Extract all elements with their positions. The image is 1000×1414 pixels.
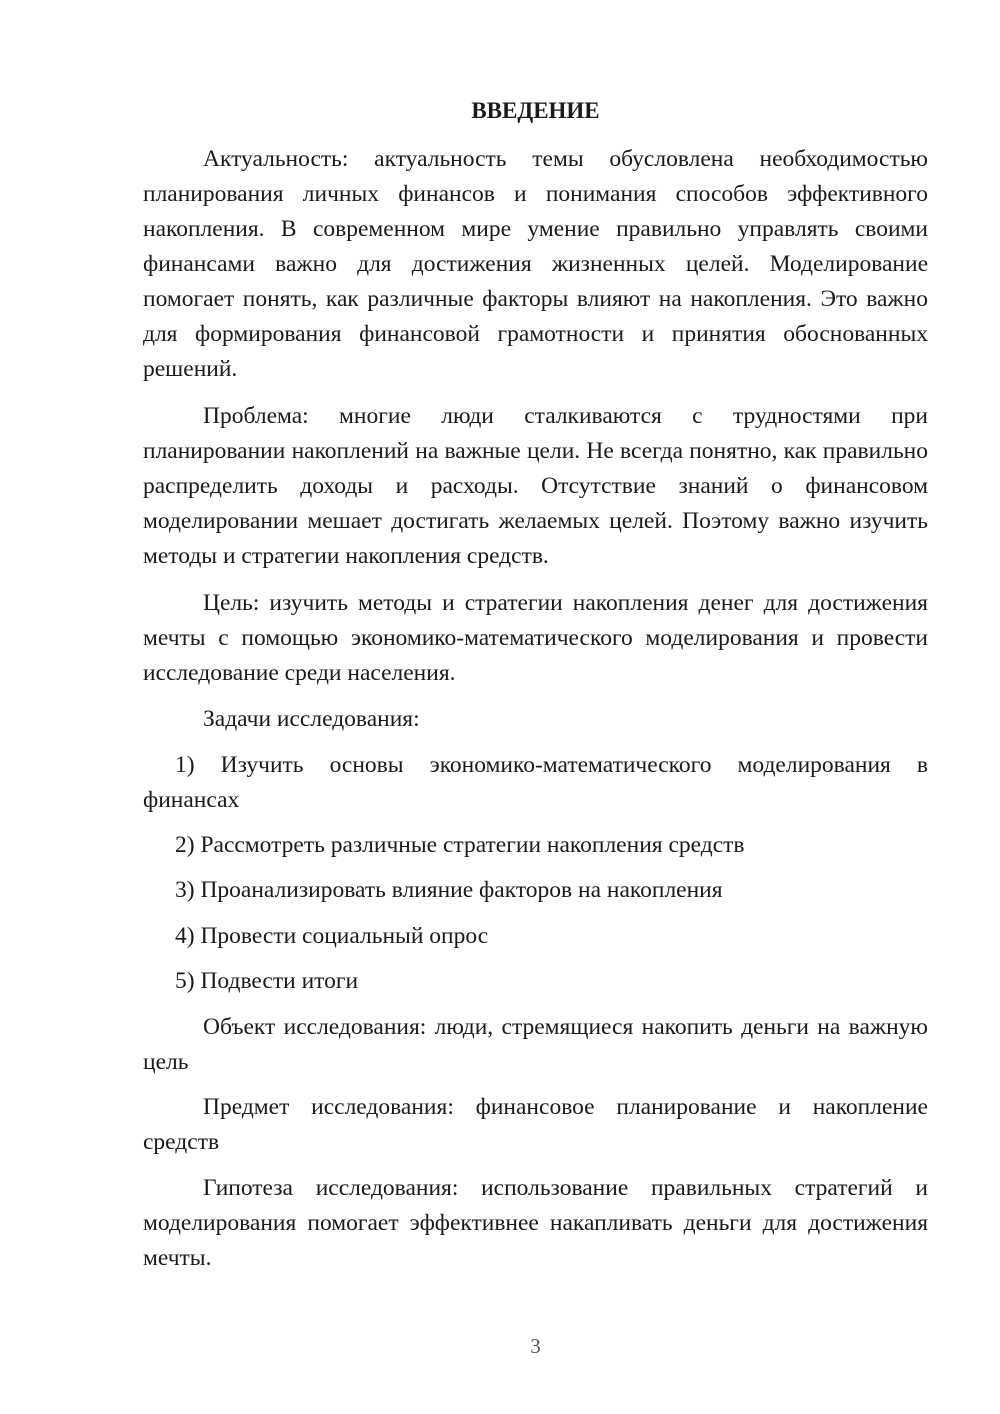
relevance-paragraph: Актуальность: актуальность темы обусловлена необходимостью планирования личных финансов и понимания способов эффективного накопления. В современном мире умение правильно управлять своими финансами важно для достижения жизненных целей. Моделирование помогает понять, как различные факторы влияют на накопления. Это важно для формирования финансовой грамотности и принятия обоснованных решений. <box>143 146 928 382</box>
subject-paragraph: Предмет исследования: финансовое планирование и накопление средств <box>143 1094 928 1155</box>
task-item-3: 3) Проанализировать влияние факторов на накопления <box>175 877 723 903</box>
task-item-1: 1) Изучить основы экономико-математического моделирования в финансах <box>143 752 928 813</box>
task-item-2: 2) Рассмотреть различные стратегии накопления средств <box>175 832 745 858</box>
object-paragraph: Объект исследования: люди, стремящиеся накопить деньги на важную цель <box>143 1014 928 1075</box>
problem-paragraph: Проблема: многие люди сталкиваются с трудностями при планировании накоплений на важные цели. Не всегда понятно, как правильно распределить доходы и расходы. Отсутствие знаний о финансовом моделировании мешает достигать желаемых целей. Поэтому важно изучить методы и стратегии накопления средств. <box>143 403 928 569</box>
tasks-title: Задачи исследования: <box>203 706 420 732</box>
page-title: ВВЕДЕНИЕ <box>471 98 600 123</box>
goal-paragraph: Цель: изучить методы и стратегии накопления денег для достижения мечты с помощью экономико-математического моделирования и провести исследование среди населения. <box>143 590 928 686</box>
task-item-4: 4) Провести социальный опрос <box>175 923 489 949</box>
task-item-5: 5) Подвести итоги <box>175 968 359 994</box>
hypothesis-paragraph: Гипотеза исследования: использование правильных стратегий и моделирования помогает эффективнее накапливать деньги для достижения мечты. <box>143 1175 928 1271</box>
page-number: 3 <box>530 1334 541 1358</box>
